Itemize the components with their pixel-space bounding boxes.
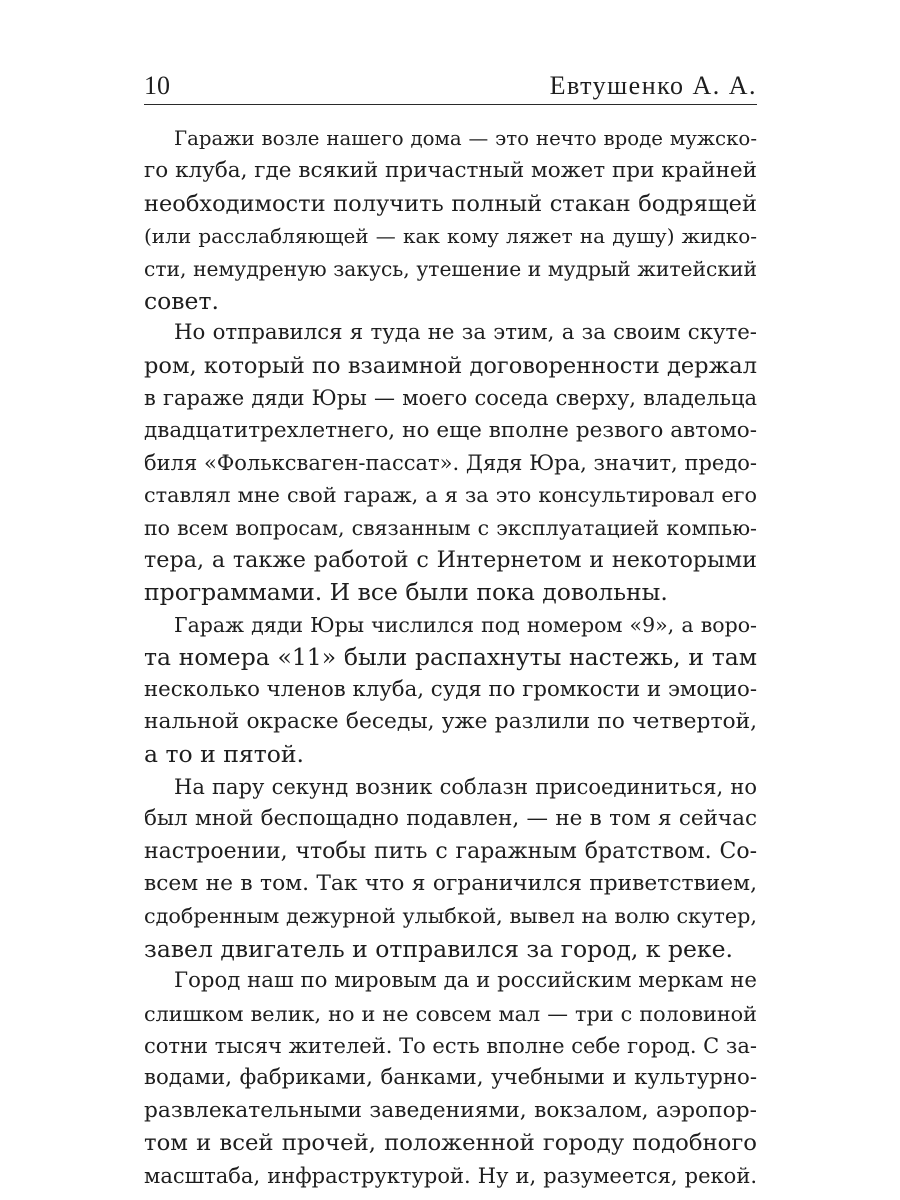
text-line: Город наш по мировым да и российским меркам не [174, 968, 757, 994]
text-line: го клуба, где всякий причастный может при крайней [144, 158, 757, 184]
text-line: всем не в том. Так что я ограничился приветствием, [144, 870, 757, 896]
text-line: На пару секунд возник соблазн присоединиться, но [174, 774, 757, 799]
running-head [144, 66, 757, 105]
text-line: программами. И все были пока довольны. [144, 578, 668, 607]
body-text [144, 123, 757, 1192]
text-line: совет. [144, 286, 219, 315]
text-line: том и всей прочей, положенной городу подобного [144, 1130, 757, 1157]
text-line: развлекательными заведениями, вокзалом, аэропор- [144, 1097, 757, 1123]
text-line: в гараже дяди Юры — моего соседа сверху, владельца [144, 386, 757, 411]
text-line: сти, немудреную закусь, утешение и мудрый житейский [144, 256, 757, 281]
text-line: завел двигатель и отправился за город, к реке. [144, 934, 733, 963]
text-line: настроении, чтобы пить с гаражным братством. Со- [144, 838, 757, 864]
text-line: та номера «11» были распахнуты настежь, и там [144, 643, 757, 672]
text-line: по всем вопросам, связанным с эксплуатацией компью- [144, 515, 757, 540]
text-line: тера, а также работой с Интернетом и некоторыми [144, 547, 757, 574]
text-line: (или расслабляющей — как кому ляжет на душу) жидко- [144, 224, 757, 249]
text-line: нальной окраске беседы, уже разлили по четвертой, [144, 709, 757, 735]
text-line: ром, который по взаимной договоренности держал [144, 352, 757, 379]
text-line: Гаражи возле нашего дома — это нечто вроде мужско- [174, 127, 757, 150]
text-line: сдобренным дежурной улыбкой, вывел на волю скутер, [144, 904, 757, 929]
text-line: слишком велик, но и не совсем мал — три с половиной [144, 1001, 757, 1026]
running-title: Евтушенко А. А. [549, 71, 757, 100]
text-line: ставлял мне свой гараж, а я за это консультировал его [144, 483, 757, 508]
text-line: несколько членов клуба, судя по громкости и эмоцио- [144, 676, 757, 702]
text-line: а то и пятой. [144, 740, 305, 769]
text-line: сотни тысяч жителей. То есть вполне себе город. С за- [144, 1033, 757, 1058]
page-number: 10 [144, 71, 170, 100]
text-line: Но отправился я туда не за этим, а за своим скуте- [174, 320, 757, 346]
text-line: Гараж дяди Юры числился под номером «9», а воро- [174, 612, 757, 637]
text-line: биля «Фольксваген-пассат». Дядя Юра, значит, предо- [144, 450, 757, 475]
text-line: был мной беспощадно подавлен, — не в том я сейчас [144, 806, 757, 832]
text-line: двадцатитрехлетнего, но еще вполне резвого автомо- [144, 417, 757, 443]
text-line: масштаба, инфраструктурой. Ну и, разумеется, рекой. [144, 1163, 757, 1188]
text-line: водами, фабриками, банками, учебными и культурно- [144, 1065, 757, 1091]
text-line: необходимости получить полный стакан бодрящей [144, 190, 757, 217]
